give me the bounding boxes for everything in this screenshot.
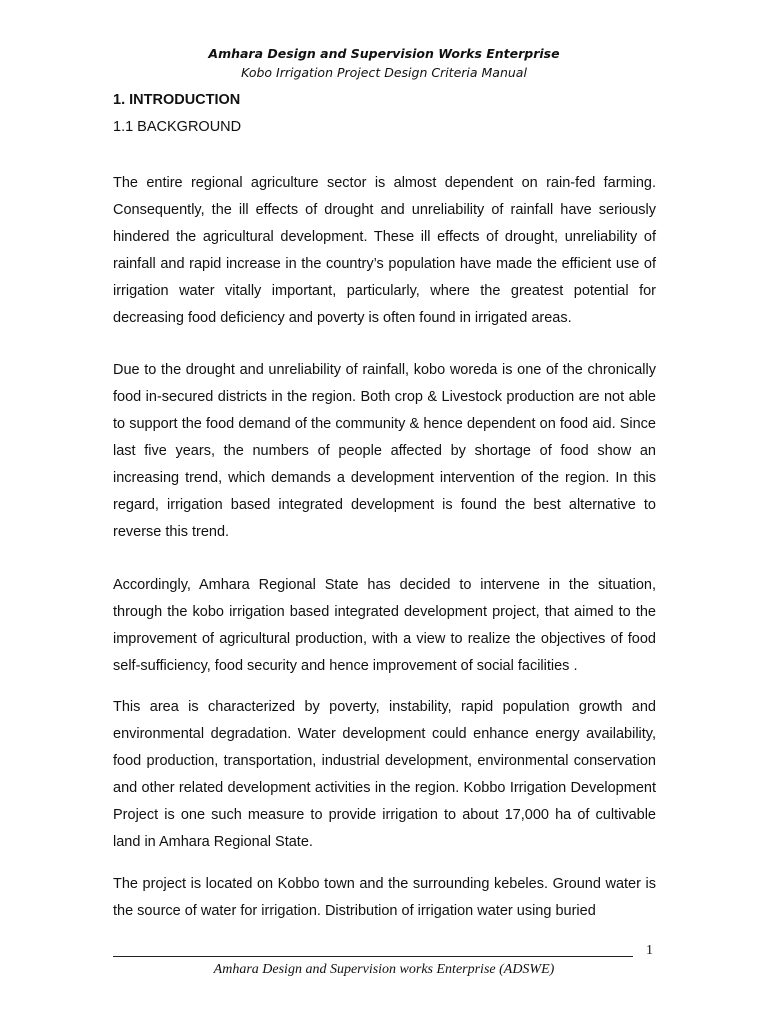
header-manual-title: Kobo Irrigation Project Design Criteria Manual (241, 65, 527, 80)
header-organization: Amhara Design and Supervision Works Enterprise (208, 46, 560, 61)
paragraph-5: The project is located on Kobbo town and the surrounding kebeles. Ground water is the source of water for irrigation. Distribution of irrigation water using buried (113, 875, 656, 919)
paragraph-1: The entire regional agriculture sector is almost dependent on rain-fed farming. Consequently, the ill effects of drought and unreliability of rainfall have seriously hindered the agricultural development. These ill effects of drought, unreliability of rainfall and rapid increase in the country’s population have made the efficient use of irrigation water vitally important, particularly, where the greatest potential for decreasing food deficiency and poverty is often found in irrigated areas. (113, 175, 656, 326)
paragraph-2: Due to the drought and unreliability of rainfall, kobo woreda is one of the chronically food in-secured districts in the region. Both crop & Livestock production are not able to support the food demand of the community & hence dependent on food aid. Since last five years, the numbers of people affected by shortage of food show an increasing trend, which demands a development intervention of the region. In this regard, irrigation based integrated development is found the best alternative to reverse this trend. (113, 362, 656, 540)
paragraph-4: This area is characterized by poverty, instability, rapid population growth and environmental degradation. Water development could enhance energy availability, food production, transportation, industrial development, environmental conservation and other related development activities in the region. Kobbo Irrigation Development Project is one such measure to provide irrigation to about 17,000 ha of cultivable land in Amhara Regional State. (113, 699, 656, 850)
page-number: 1 (646, 943, 653, 958)
footer-organization: Amhara Design and Supervision works Enterprise (ADSWE) (213, 962, 555, 977)
body-text (113, 170, 656, 925)
page-header (0, 44, 768, 82)
footer-divider (113, 956, 633, 957)
section-heading: 1. INTRODUCTION (113, 92, 241, 108)
subsection-heading: 1.1 BACKGROUND (113, 119, 242, 135)
paragraph-3: Accordingly, Amhara Regional State has decided to intervene in the situation, through the kobo irrigation based integrated development project, that aimed to the improvement of agricultural production, with a view to realize the objectives of food self-sufficiency, food security and hence improvement of social facilities . (113, 576, 656, 674)
